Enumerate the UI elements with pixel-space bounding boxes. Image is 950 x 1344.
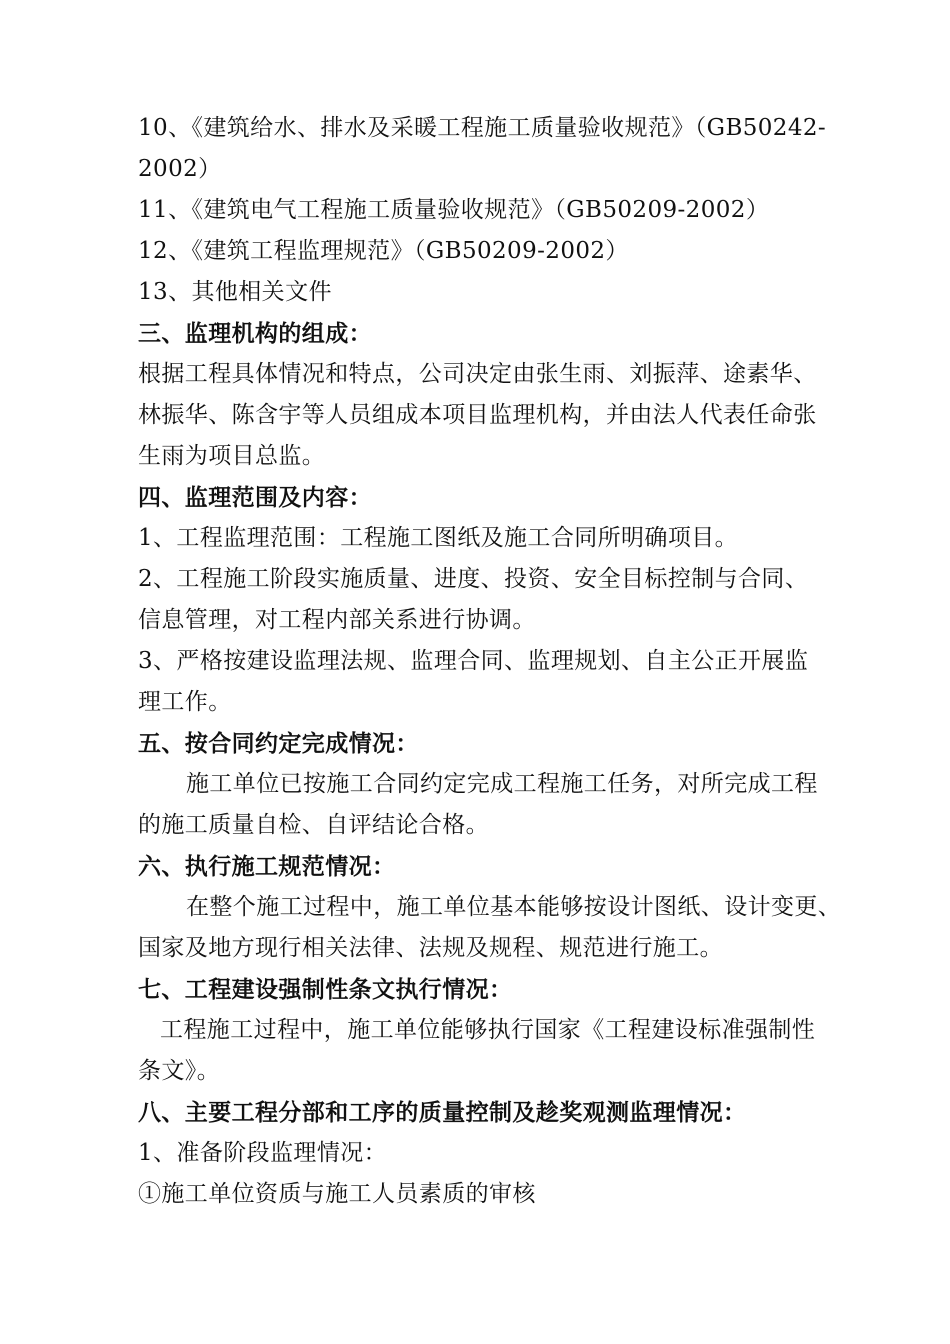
list-item-11: 11、《建筑电气工程施工质量验收规范》（GB50209-2002） xyxy=(138,197,770,223)
section-6-line: 在整个施工过程中，施工单位基本能够按设计图纸、设计变更、 xyxy=(186,894,842,920)
section-4-line: 3、严格按建设监理法规、监理合同、监理规划、自主公正开展监 xyxy=(138,648,809,674)
list-item-13: 13、其他相关文件 xyxy=(138,279,332,305)
section-7-heading: 七、工程建设强制性条文执行情况： xyxy=(138,976,513,1003)
section-3-line: 根据工程具体情况和特点，公司决定由张生雨、刘振萍、途素华、 xyxy=(138,361,817,387)
section-6-heading: 六、执行施工规范情况： xyxy=(138,853,396,880)
list-item-10-continued: 2002） xyxy=(138,156,222,182)
section-6-line: 国家及地方现行相关法律、法规及规程、规范进行施工。 xyxy=(138,935,723,961)
list-item-10: 10、《建筑给水、排水及采暖工程施工质量验收规范》（GB50242- xyxy=(138,115,827,141)
section-4-line: 理工作。 xyxy=(138,689,232,715)
section-8-line: ①施工单位资质与施工人员素质的审核 xyxy=(138,1181,536,1207)
section-4-line: 2、工程施工阶段实施质量、进度、投资、安全目标控制与合同、 xyxy=(138,566,809,592)
section-4-line: 1、工程监理范围：工程施工图纸及施工合同所明确项目。 xyxy=(138,525,739,551)
list-item-12: 12、《建筑工程监理规范》（GB50209-2002） xyxy=(138,238,629,264)
section-5-line: 施工单位已按施工合同约定完成工程施工任务，对所完成工程 xyxy=(186,771,818,797)
section-4-line: 信息管理，对工程内部关系进行协调。 xyxy=(138,607,536,633)
document-page xyxy=(138,108,842,1215)
section-3-heading: 三、监理机构的组成： xyxy=(138,320,372,347)
section-3-line: 林振华、陈含宇等人员组成本项目监理机构，并由法人代表任命张 xyxy=(138,402,817,428)
section-8-heading: 八、主要工程分部和工序的质量控制及趁奖观测监理情况： xyxy=(138,1099,747,1126)
section-5-heading: 五、按合同约定完成情况： xyxy=(138,730,419,757)
section-7-line: 工程施工过程中，施工单位能够执行国家《工程建设标准强制性 xyxy=(160,1017,816,1043)
section-8-line: 1、准备阶段监理情况： xyxy=(138,1140,388,1166)
section-5-line: 的施工质量自检、自评结论合格。 xyxy=(138,812,489,838)
section-7-line: 条文》。 xyxy=(138,1058,221,1084)
section-4-heading: 四、监理范围及内容： xyxy=(138,484,372,511)
section-3-line: 生雨为项目总监。 xyxy=(138,443,326,469)
